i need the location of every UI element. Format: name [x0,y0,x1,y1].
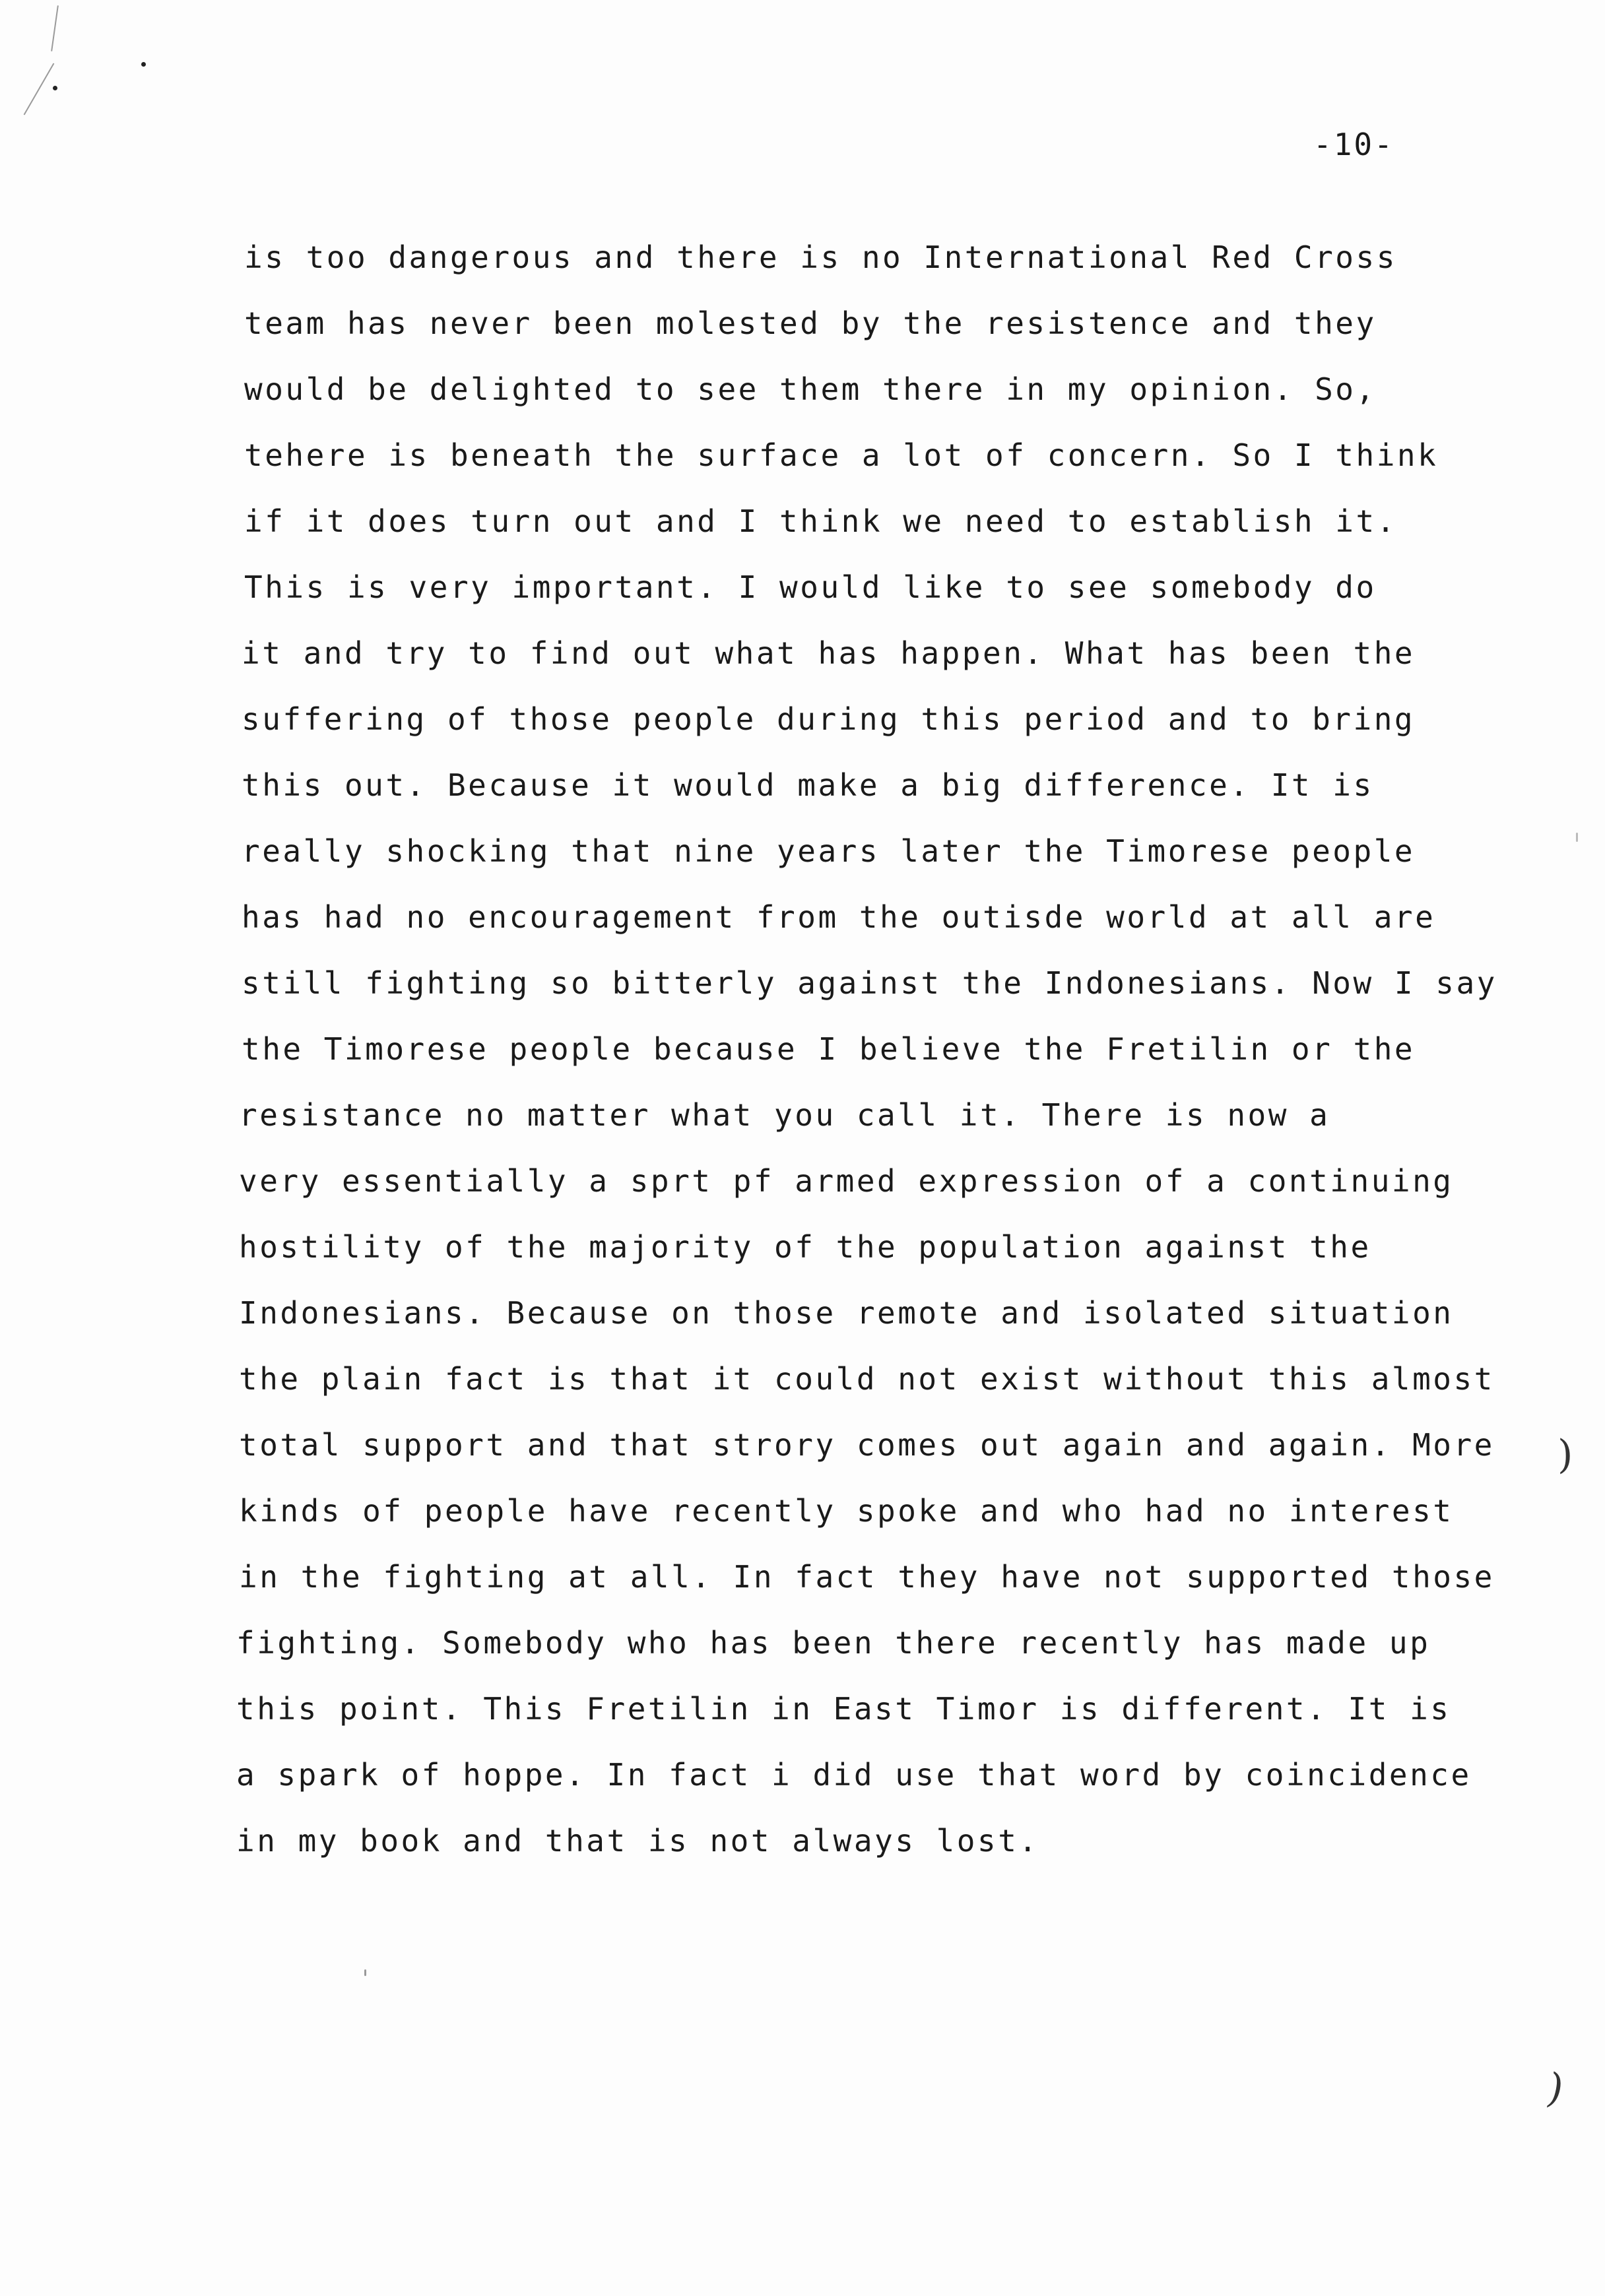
text-line: fighting. Somebody who has been there recently has made up [236,1625,1431,1661]
text-line: has had no encouragement from the outisde world at all are [242,899,1436,935]
text-line: in the fighting at all. In fact they have not supported those [239,1559,1495,1595]
text-line: kinds of people have recently spoke and who had no interest [239,1493,1454,1529]
text-line: this point. This Fretilin in East Timor is different. It is [236,1691,1451,1727]
text-line: very essentially a sprt pf armed expression of a continuing [239,1163,1454,1199]
text-line: Indonesians. Because on those remote and isolated situation [239,1295,1454,1331]
text-line: resistance no matter what you call it. There is now a [239,1097,1330,1133]
text-line: would be delighted to see them there in my opinion. So, [244,371,1377,407]
text-line: a spark of hoppe. In fact i did use that word by coincidence [236,1757,1472,1793]
margin-mark: ) [1557,1432,1573,1478]
text-line: hostility of the majority of the population against the [239,1229,1371,1265]
margin-mark: ) [1548,2065,1563,2111]
body-text [236,224,1518,1874]
text-line: the Timorese people because I believe the Fretilin or the [242,1031,1416,1067]
scan-artifact-dot [364,1969,366,1976]
scan-artifact-dot [1576,833,1578,842]
text-line: total support and that strory comes out again and again. More [239,1427,1495,1463]
text-line: team has never been molested by the resistence and they [244,305,1377,341]
text-line: still fighting so bitterly against the Indonesians. Now I say [242,965,1497,1001]
scan-artifact-dot [53,86,57,90]
text-line: in my book and that is not always lost. [236,1823,1039,1859]
text-line: is too dangerous and there is no International Red Cross [244,239,1397,275]
text-line: this out. Because it would make a big difference. It is [242,767,1374,803]
text-line: if it does turn out and I think we need to establish it. [244,503,1397,539]
text-line: This is very important. I would like to see somebody do [244,569,1377,605]
text-line: suffering of those people during this period and to bring [242,701,1416,737]
scan-artifact-line [24,63,55,115]
scan-artifact-dot [141,62,146,67]
scan-artifact-line [51,5,59,51]
page-number: -10- [1313,127,1394,162]
text-line: the plain fact is that it could not exist without this almost [239,1361,1495,1397]
text-line: really shocking that nine years later the Timorese people [242,833,1416,869]
text-line: tehere is beneath the surface a lot of concern. So I think [244,437,1439,473]
text-line: it and try to find out what has happen. What has been the [242,635,1416,671]
